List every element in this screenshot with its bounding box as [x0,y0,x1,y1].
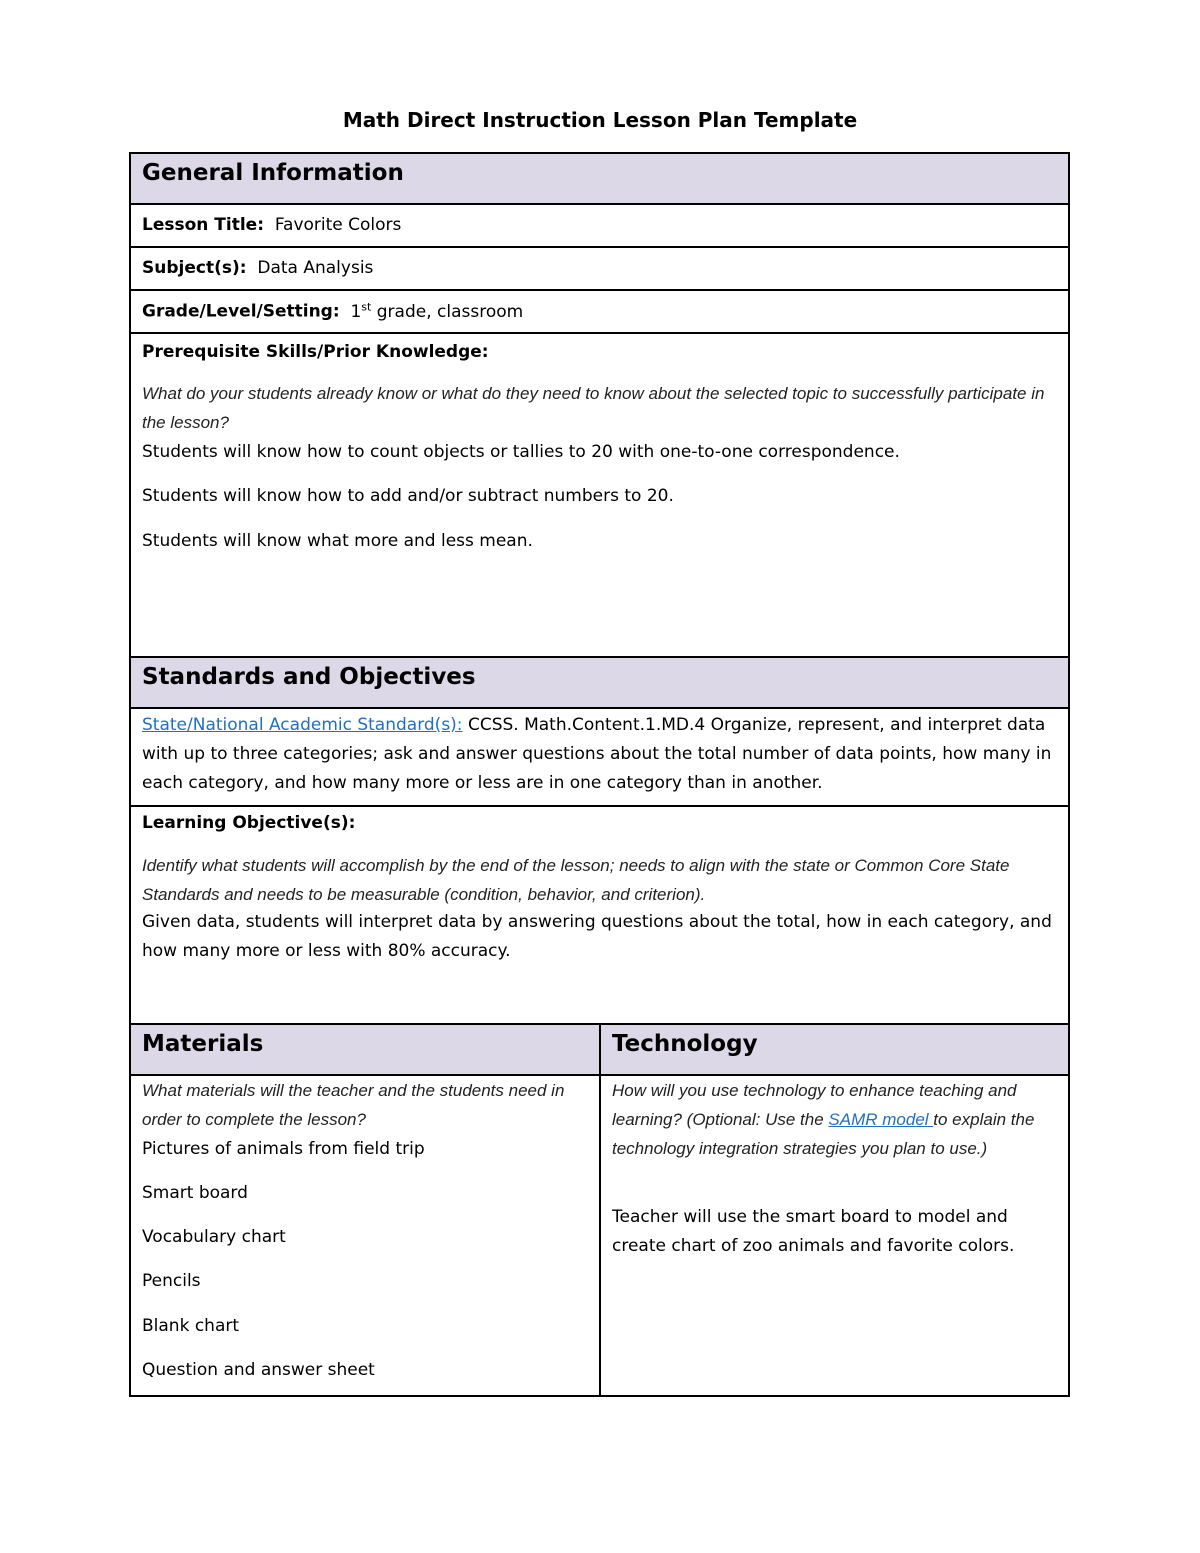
learning-objective-row [131,807,1068,1025]
materials-item[interactable]: Pictures of animals from field trip [142,1139,425,1159]
materials-item[interactable]: Question and answer sheet [142,1360,375,1380]
lesson-title-label: Lesson Title: [142,215,265,235]
subject-row [131,248,1068,291]
grade-cell [142,300,523,322]
technology-cell [601,1076,1068,1396]
grade-label: Grade/Level/Setting: [142,301,340,322]
prerequisite-prompt: What do your students already know or what do they need to know about the selected topic to successfully participate in the lesson? [142,384,1045,432]
materials-heading: Materials [142,1031,264,1057]
document-title: Math Direct Instruction Lesson Plan Template [342,108,858,132]
standards-content[interactable]: CCSS. Math.Content.1.MD.4 Organize, represent, and interpret data with up to three categories; ask and answer questions about the total number of data points, how many in each category, and how many more or less are in one category than in another. [142,715,1052,793]
prerequisite-item[interactable]: Students will know how to add and/or subtract numbers to 20. [142,486,674,506]
subject-value[interactable]: Data Analysis [257,258,374,278]
prerequisite-item[interactable]: Students will know how to count objects or tallies to 20 with one-to-one correspondence. [142,442,900,462]
grade-row [131,291,1068,334]
general-information-heading: General Information [142,160,404,186]
prerequisite-label: Prerequisite Skills/Prior Knowledge: [142,342,489,362]
prerequisite-row [131,334,1068,658]
learning-objective-prompt: Identify what students will accomplish by the end of the lesson; needs to align with the state or Common Core State Standards and needs to be measurable (condition, behavior, and criterion). [142,856,1010,904]
standards-objectives-heading: Standards and Objectives [142,664,476,690]
materials-item[interactable]: Vocabulary chart [142,1227,286,1247]
standards-link[interactable]: State/National Academic Standard(s): [142,715,463,735]
materials-item[interactable]: Pencils [142,1271,201,1291]
standards-row [131,709,1068,807]
standards-objectives-header [131,658,1068,709]
grade-setting: grade, classroom [371,301,524,322]
technology-prompt [612,1076,1054,1163]
lesson-title-row [131,205,1068,248]
technology-heading: Technology [612,1031,758,1057]
learning-objective-label: Learning Objective(s): [142,813,356,833]
technology-prompt-end: to explain the technology integration strategies you plan to use.) [612,1110,1035,1158]
materials-item[interactable]: Smart board [142,1183,248,1203]
materials-item[interactable]: Blank chart [142,1316,240,1336]
materials-cell [131,1076,599,1396]
technology-text[interactable]: Teacher will use the smart board to model and create chart of zoo animals and favorite colors. [612,1207,1015,1256]
lesson-plan-table [129,152,1070,1397]
grade-number: 1 [350,301,362,322]
lesson-title-cell [142,215,401,235]
grade-value[interactable] [350,302,523,322]
lesson-title-value[interactable]: Favorite Colors [274,215,402,235]
general-information-header [131,154,1068,205]
grade-suffix: st [361,300,372,313]
standards-text [142,711,1054,798]
prerequisite-item[interactable]: Students will know what more and less mean. [142,531,533,551]
technology-prompt-start: How will you use technology to enhance teaching and learning? (Optional: Use the [612,1081,1017,1129]
materials-prompt: What materials will the teacher and the students need in order to complete the lesson? [142,1081,565,1129]
subject-cell [142,258,373,278]
subject-label: Subject(s): [142,258,247,278]
samr-model-link[interactable]: SAMR model [828,1110,934,1129]
learning-objective-text[interactable]: Given data, students will interpret data by answering questions about the total, how in each category, and how many more or less with 80% accuracy. [142,912,1052,961]
